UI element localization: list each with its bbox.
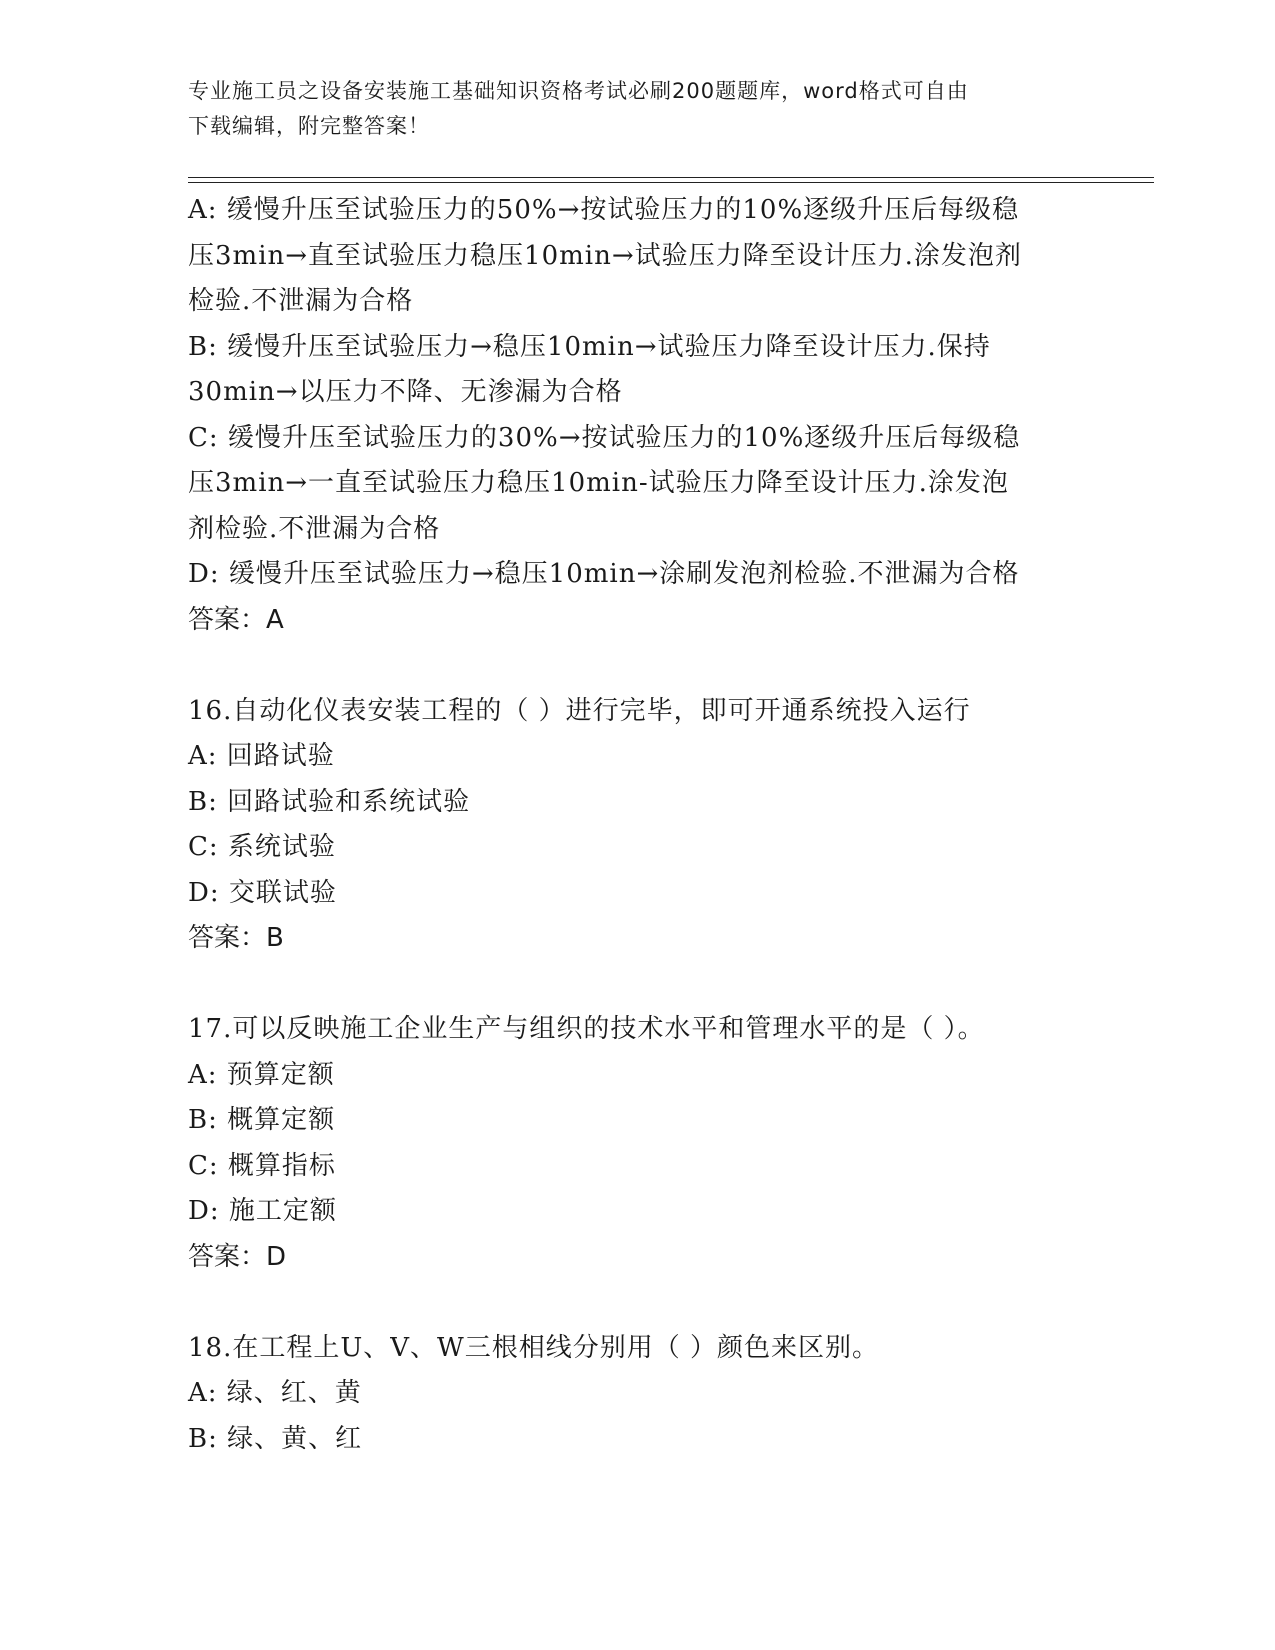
document-body (188, 188, 1088, 1462)
question-18-text: 18.在工程上U、V、W三根相线分别用（ ）颜色来区别。 (188, 1332, 880, 1363)
option-c-line-3: 剂检验.不泄漏为合格 (188, 513, 441, 544)
header-divider-top (188, 177, 1154, 178)
question-18-option-b: B: 绿、黄、红 (188, 1423, 363, 1454)
question-17 (188, 1007, 1088, 1280)
document-header (188, 74, 1088, 144)
option-a-line-2: 压3min→直至试验压力稳压10min→试验压力降至设计压力.涂发泡剂 (188, 240, 1022, 271)
answer-15: 答案：A (188, 604, 284, 635)
question-17-option-c: C: 概算指标 (188, 1150, 336, 1181)
question-16-option-c: C: 系统试验 (188, 832, 336, 862)
question-17-text: 17.可以反映施工企业生产与组织的技术水平和管理水平的是（ ）。 (188, 1014, 985, 1044)
question-16-option-d: D: 交联试验 (188, 877, 337, 908)
answer-17: 答案：D (188, 1241, 287, 1272)
question-16-option-b: B: 回路试验和系统试验 (188, 786, 471, 817)
question-18-option-a: A: 绿、红、黄 (188, 1378, 362, 1408)
answer-16: 答案：B (188, 923, 284, 953)
option-d-line-1: D: 缓慢升压至试验压力→稳压10min→涂刷发泡剂检验.不泄漏为合格 (188, 559, 1020, 589)
question-16 (188, 689, 1088, 962)
question-16-option-a: A: 回路试验 (188, 741, 335, 771)
question-17-option-d: D: 施工定额 (188, 1196, 337, 1226)
header-line-2: 下载编辑，附完整答案！ (188, 114, 430, 138)
spacer (188, 1280, 1088, 1326)
header-line-1: 专业施工员之设备安装施工基础知识资格考试必刷200题题库，word格式可自由 (188, 79, 969, 103)
option-a-line-3: 检验.不泄漏为合格 (188, 286, 414, 316)
spacer (188, 643, 1088, 689)
option-b-line-2: 30min→以压力不降、无渗漏为合格 (188, 377, 623, 407)
option-b-line-1: B: 缓慢升压至试验压力→稳压10min→试验压力降至设计压力.保持 (188, 331, 991, 362)
question-17-option-b: B: 概算定额 (188, 1105, 336, 1135)
option-c-line-2: 压3min→一直至试验压力稳压10min-试验压力降至设计压力.涂发泡 (188, 468, 1009, 498)
question-16-text: 16.自动化仪表安装工程的（ ）进行完毕，即可开通系统投入运行 (188, 695, 971, 726)
header-divider-bottom (188, 182, 1154, 183)
spacer (188, 962, 1088, 1008)
question-15-options (188, 188, 1088, 643)
question-18 (188, 1326, 1088, 1463)
option-a-line-1: A: 缓慢升压至试验压力的50%→按试验压力的10%逐级升压后每级稳 (188, 195, 1020, 225)
question-17-option-a: A: 预算定额 (188, 1059, 335, 1090)
option-c-line-1: C: 缓慢升压至试验压力的30%→按试验压力的10%逐级升压后每级稳 (188, 422, 1021, 453)
